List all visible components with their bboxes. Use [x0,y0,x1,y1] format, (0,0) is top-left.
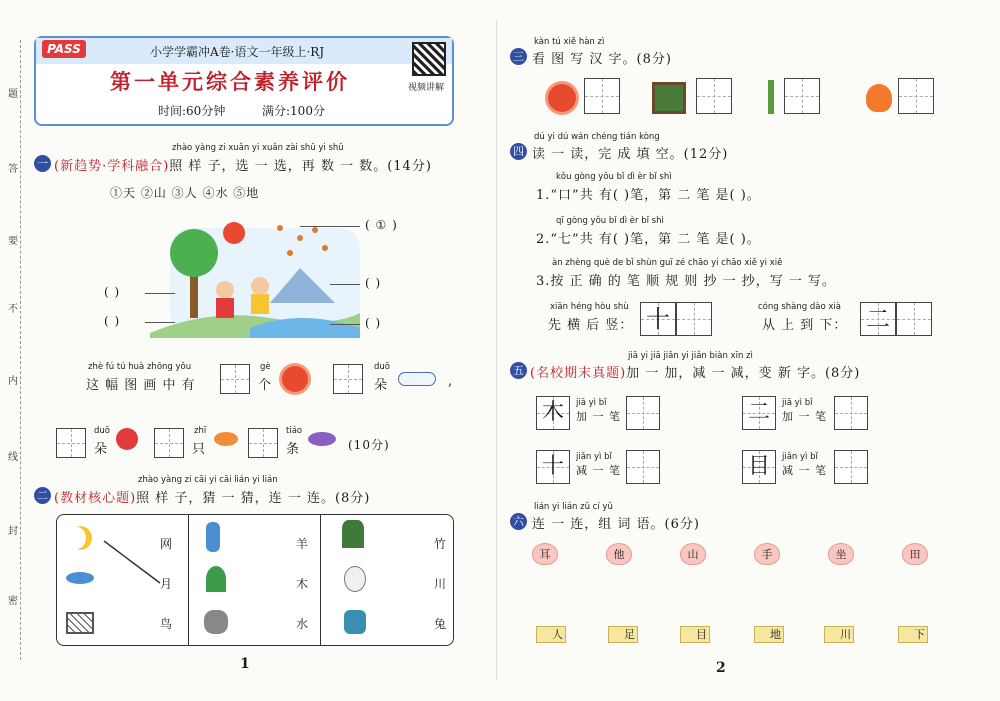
q1-scene-picture [150,208,360,338]
q1-number: 一 [34,155,51,172]
q4-pinyin: dú yi dú wán chéng tián kòng [534,132,660,142]
q1-count-pinyin: zhè fú tú huà zhōng yǒu [88,362,192,372]
match-char[interactable]: 网 [160,537,174,551]
pointer-line [330,324,360,325]
margin-char: 封 [8,526,18,537]
q5-number: 五 [510,362,527,379]
panel-divider [188,514,189,646]
q6-prompt: 连 一 连，组 词 语。(6分) [532,517,700,532]
zhi-pinyin: zhī [194,426,207,436]
op-pinyin: jiā yì bǐ [782,398,813,408]
q3-number: 三 [510,48,527,65]
example-char-box [640,302,676,336]
q4-a-label: 先 横 后 竖： [548,318,634,333]
series-title: 小学学霸冲A卷·语文一年级上·RJ [150,45,325,59]
duo2-char: 朵 [94,442,109,457]
q1-answer-4[interactable]: ( ) [104,285,121,299]
write-box[interactable] [626,396,660,430]
fold-line [20,40,21,660]
zhi-char: 只 [192,442,207,457]
bamboo-picture [342,520,364,548]
card-char[interactable]: 足 [608,626,638,643]
peach-char[interactable]: 山 [680,543,706,565]
given-char-box [536,450,570,484]
given-char: 木 [541,400,564,425]
margin-char: 内 [8,376,18,387]
comma: , [448,374,454,389]
given-char-box [536,396,570,430]
q1-tag: (新趋势·学科融合) [54,159,170,174]
q2-number: 二 [34,487,51,504]
margin-char: 题 [8,89,18,100]
card-char[interactable]: 人 [536,626,566,643]
q4-b-label: 从 上 到 下： [762,318,848,333]
moon-picture [68,526,92,550]
pointer-line [145,293,175,294]
q4-line-1[interactable]: 1.“口”共 有( )笔，第 二 笔 是( )。 [536,188,761,203]
op-text: 减 一 笔 [576,464,621,477]
margin-char: 密 [8,596,18,607]
panel-divider [320,514,321,646]
rabbit-picture [344,566,366,592]
q4-a-pinyin: xiān héng hòu shù [550,302,629,312]
match-char[interactable]: 兔 [434,617,448,631]
peach-char[interactable]: 田 [902,543,928,565]
q1-count-text: 这 幅 图 画 中 有 [86,378,196,393]
water-picture [206,522,220,552]
write-box[interactable] [834,396,868,430]
q4-line-2[interactable]: 2.“七”共 有( )笔，第 二 笔 是( )。 [536,232,761,247]
op-pinyin: jiā yì bǐ [576,398,607,408]
q1-options: ①天 ②山 ③人 ④水 ⑤地 [110,186,260,200]
pointer-line [330,284,360,285]
flower-icon [116,428,138,450]
qr-label: 视频讲解 [408,83,445,93]
sun-icon [282,366,308,392]
write-box[interactable] [56,428,86,458]
q5-pinyin: jiā yi jiā jiǎn yi jiǎn biàn xīn zì [628,351,753,361]
match-char[interactable]: 水 [296,617,310,631]
given-char-box [742,396,776,430]
q4-prompt: 读 一 读，完 成 填 空。(12分) [532,147,729,162]
time-label: 时间:60分钟 [158,104,226,118]
q4-l3-pinyin: àn zhèng què de bǐ shùn guī zé chāo yi chāo xiě yi xiě [552,258,783,268]
op-text: 加 一 笔 [782,410,827,423]
write-box[interactable] [676,302,712,336]
q1-prompt [54,155,432,174]
given-char: 二 [747,400,770,425]
given-char-box [742,450,776,484]
q1-answer-5[interactable]: ( ) [104,314,121,328]
q5-tag: (名校期末真题) [530,366,627,381]
q4-l2-pinyin: qī gòng yǒu bǐ dì èr bǐ shì [556,216,664,226]
duo-char: 朵 [374,378,389,393]
net-picture [66,612,94,634]
op-pinyin: jiǎn yì bǐ [576,452,612,462]
example-char-box [860,302,896,336]
ge-char: 个 [258,378,273,393]
q4-number: 四 [510,143,527,160]
write-box[interactable] [896,302,932,336]
q2-prompt [54,487,370,506]
write-box[interactable] [626,450,660,484]
page-gutter [496,20,497,680]
field-picture [652,82,686,114]
q4-l1-pinyin: kǒu gòng yǒu bǐ dì èr bǐ shì [556,172,672,182]
given-char: 十 [541,454,564,479]
pointer-line [300,226,360,227]
match-char[interactable]: 月 [160,577,174,591]
match-char[interactable]: 竹 [434,537,448,551]
bird-picture [66,572,94,584]
write-box[interactable] [784,78,820,114]
peach-char[interactable]: 耳 [532,543,558,565]
write-box[interactable] [696,78,732,114]
pass-logo: PASS [42,40,86,58]
match-char[interactable]: 木 [296,577,310,591]
match-char[interactable]: 川 [434,577,448,591]
example-char: 十 [646,305,670,333]
write-box[interactable] [584,78,620,114]
tiao-pinyin: tiáo [286,426,303,436]
q1-answer-2[interactable]: ( ) [365,276,382,290]
peach-char[interactable]: 坐 [828,543,854,565]
op-pinyin: jiǎn yì bǐ [782,452,818,462]
grain-picture [768,80,774,114]
q2-pinyin: zhào yàng zi cāi yi cāi lián yi lián [138,475,278,485]
margin-char: 要 [8,236,18,247]
op-text: 加 一 笔 [576,410,621,423]
q5-text: 加 一 加，减 一 减，变 新 字。(8分) [626,366,861,381]
card-char[interactable]: 目 [680,626,710,643]
write-box[interactable] [834,450,868,484]
page-number: 2 [716,660,726,676]
margin-char: 答 [8,164,18,175]
write-box[interactable] [248,428,278,458]
q3-pinyin: kàn tú xiě hàn zì [534,37,605,47]
pointer-line [145,322,175,323]
card-char[interactable]: 地 [754,626,784,643]
write-box[interactable] [220,364,250,394]
duo2-pinyin: duō [94,426,110,436]
river-picture [344,610,366,634]
bird-icon [214,432,238,446]
q1-answer-1[interactable]: ( ① ) [365,218,398,232]
sheep-picture [204,610,228,634]
q2-tag: (教材核心题) [54,491,137,506]
peach-char[interactable]: 他 [606,543,632,565]
duo-pinyin: duō [374,362,390,372]
write-box[interactable] [333,364,363,394]
q6-number: 六 [510,513,527,530]
page-number: 1 [240,656,250,672]
fish-icon [308,432,336,446]
qr-code[interactable] [412,42,446,76]
q3-prompt: 看 图 写 汉 字。(8分) [532,52,672,67]
q5-prompt [530,362,860,381]
peach-char[interactable]: 手 [754,543,780,565]
q1-text: 照 样 子，选 一 选，再 数 一 数。(14分) [169,159,432,174]
margin-char: 不 [8,304,18,315]
cloud-icon [398,372,436,386]
q1-pinyin: zhào yàng zi xuǎn yi xuǎn zài shǔ yi shǔ [172,143,344,153]
q4-line-3: 3.按 正 确 的 笔 顺 规 则 抄 一 抄，写 一 写。 [536,274,836,289]
card-char[interactable]: 川 [824,626,854,643]
q1-answer-3[interactable]: ( ) [365,316,382,330]
given-char: 目 [747,454,770,479]
write-box[interactable] [154,428,184,458]
example-char: 二 [866,305,890,333]
tree-picture [206,566,226,592]
match-char[interactable]: 羊 [296,537,310,551]
q4-b-pinyin: cóng shàng dào xià [758,302,841,312]
page-title: 第一单元综合素养评价 [110,69,350,94]
ge-pinyin: gè [260,362,271,372]
fire-picture [866,84,892,112]
q2-text: 照 样 子，猜 一 猜，连 一 连。(8分) [136,491,371,506]
op-text: 减 一 笔 [782,464,827,477]
sun-picture [548,84,576,112]
margin-char: 线 [8,452,18,463]
card-char[interactable]: 下 [898,626,928,643]
write-box[interactable] [898,78,934,114]
score-label: 满分:100分 [262,104,325,118]
q1-score: (10分) [348,438,390,452]
tiao-char: 条 [286,442,301,457]
match-char[interactable]: 鸟 [160,617,174,631]
q6-pinyin: lián yi lián zǔ cí yǔ [534,502,613,512]
